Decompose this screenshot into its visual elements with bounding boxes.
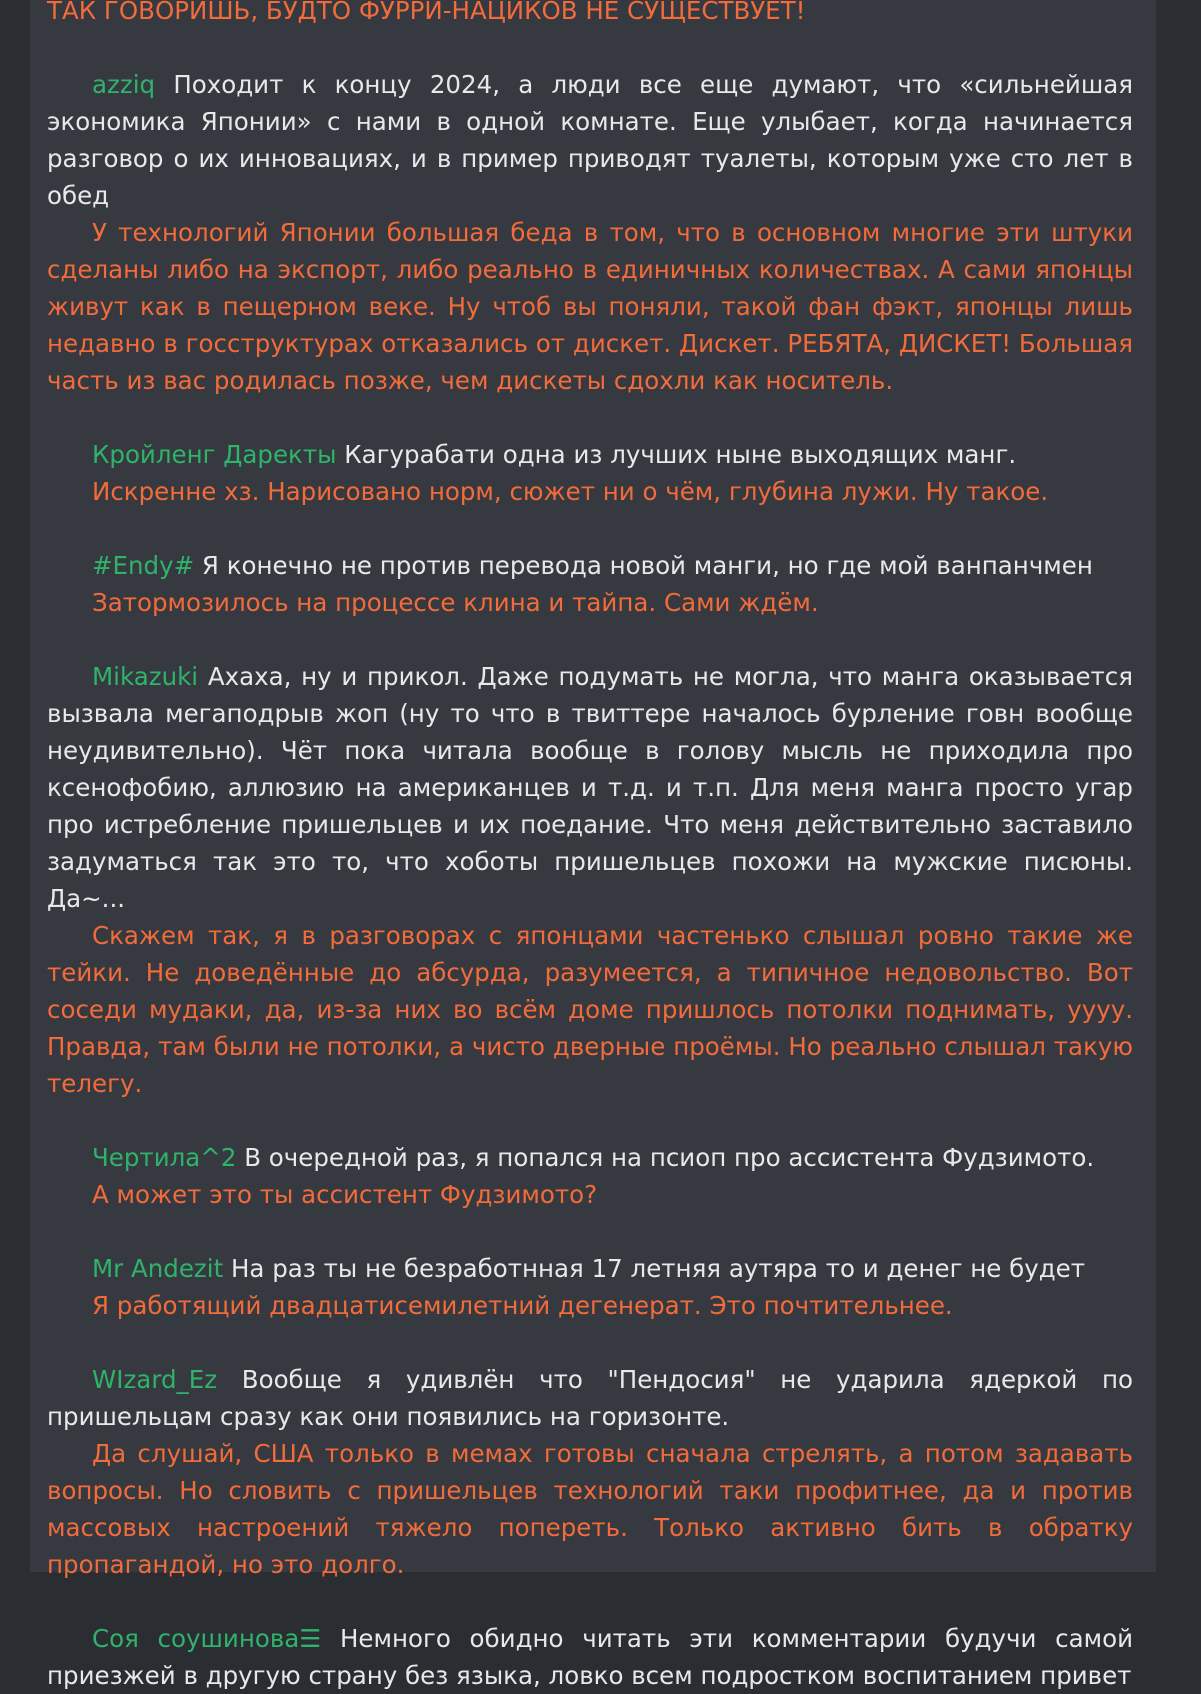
comment-body: Вообще я удивлён что "Пендосия" не ударила ядеркой по пришельцам сразу как они появились на горизонте.: [47, 1365, 1133, 1431]
reply-text: Скажем так, я в разговорах с японцами частенько слышал ровно такие же тейки. Не доведённые до абсурда, разумеется, а типичное недовольство. Вот соседи мудаки, да, из-за них во всём доме пришлось потолки поднимать, уууу. Правда, там были не потолки, а чисто дверные проёмы. Но реально слышал такую телегу.: [47, 921, 1133, 1098]
comments-feed: [47, 0, 1133, 1694]
comment-body: Ахаха, ну и прикол. Даже подумать не могла, что манга оказывается вызвала мегаподрыв жоп (ну то что в твиттере началось бурление говн вообще неудивительно). Чёт пока читала вообще в голову мысль не приходила про ксенофобию, аллюзию на американцев и т.д. и т.п. Для меня манга просто угар про истребление пришельцев и их поедание. Что меня действительно заставило задуматься так это то, что хоботы пришельцев похожи на мужские писюны. Да~...: [47, 662, 1133, 913]
comment-nick[interactable]: Кройленг Даректы: [92, 440, 337, 469]
comment-text: [47, 1250, 1133, 1287]
comment-body: Я конечно не против перевода новой манги, но где мой ванпанчмен: [194, 551, 1093, 580]
comment-body: Кагурабати одна из лучших ныне выходящих манг.: [336, 440, 1017, 469]
comment-nick[interactable]: Чертила^2: [92, 1143, 237, 1172]
comment-nick[interactable]: azziq: [92, 70, 156, 99]
comment-text: [47, 66, 1133, 214]
comment-body: Немного обидно читать эти комментарии будучи самой приезжей в другую страну без языка, ловко всем подростком воспитанием привет: [47, 1624, 1133, 1690]
comment-nick[interactable]: Mr Andezit: [92, 1254, 224, 1283]
reply-text: А может это ты ассистент Фудзимото?: [92, 1180, 598, 1209]
comment-nick[interactable]: #Endy#: [92, 551, 195, 580]
reply-text: Затормозилось на процессе клина и тайпа. Сами ждём.: [92, 588, 819, 617]
comment-text: [47, 436, 1133, 473]
comment-body: На раз ты не безработнная 17 летняя аутяра то и денег не будет: [223, 1254, 1086, 1283]
comment-body: Походит к концу 2024, а люди все еще думают, что «сильнейшая экономика Японии» с нами в одной комнате. Еще улыбает, когда начинается разговор о их инновациях, и в пример приводят туалеты, которым уже сто лет в обед: [47, 70, 1133, 210]
reply-text: Да слушай, США только в мемах готовы сначала стрелять, а потом задавать вопросы. Но словить с пришельцев технологий таки профитнее, да и против массовых настроений тяжело попереть. Только активно бить в обратку пропагандой, но это долго.: [47, 1439, 1133, 1579]
page-panel: [30, 0, 1156, 1690]
comment-text: [47, 1620, 1133, 1694]
comment-body: В очередной раз, я попался на псиоп про ассистента Фудзимото.: [236, 1143, 1095, 1172]
reply-heading: ТАК ГОВОРИШЬ, БУДТО ФУРРИ-НАЦИКОВ НЕ СУЩЕСТВУЕТ!: [47, 0, 806, 25]
comment-nick[interactable]: Соя соушинова☰: [92, 1624, 322, 1653]
reply-text: У технологий Японии большая беда в том, что в основном многие эти штуки сделаны либо на экспорт, либо реально в единичных количествах. А сами японцы живут как в пещерном веке. Ну чтоб вы поняли, такой фан фэкт, японцы лишь недавно в госструктурах отказались от дискет. Дискет. РЕБЯТА, ДИСКЕТ! Большая часть из вас родилась позже, чем дискеты сдохли как носитель.: [47, 218, 1133, 395]
comment-nick[interactable]: Mikazuki: [92, 662, 199, 691]
comment-text: [47, 658, 1133, 917]
comment-text: [47, 1139, 1133, 1176]
comment-text: [47, 1361, 1133, 1435]
reply-text: Я работящий двадцатисемилетний дегенерат. Это почтительнее.: [92, 1291, 953, 1320]
reply-text: Искренне хз. Нарисовано норм, сюжет ни о чём, глубина лужи. Ну такое.: [92, 477, 1049, 506]
comment-text: [47, 547, 1133, 584]
comment-nick[interactable]: WIzard_Ez: [92, 1365, 218, 1394]
